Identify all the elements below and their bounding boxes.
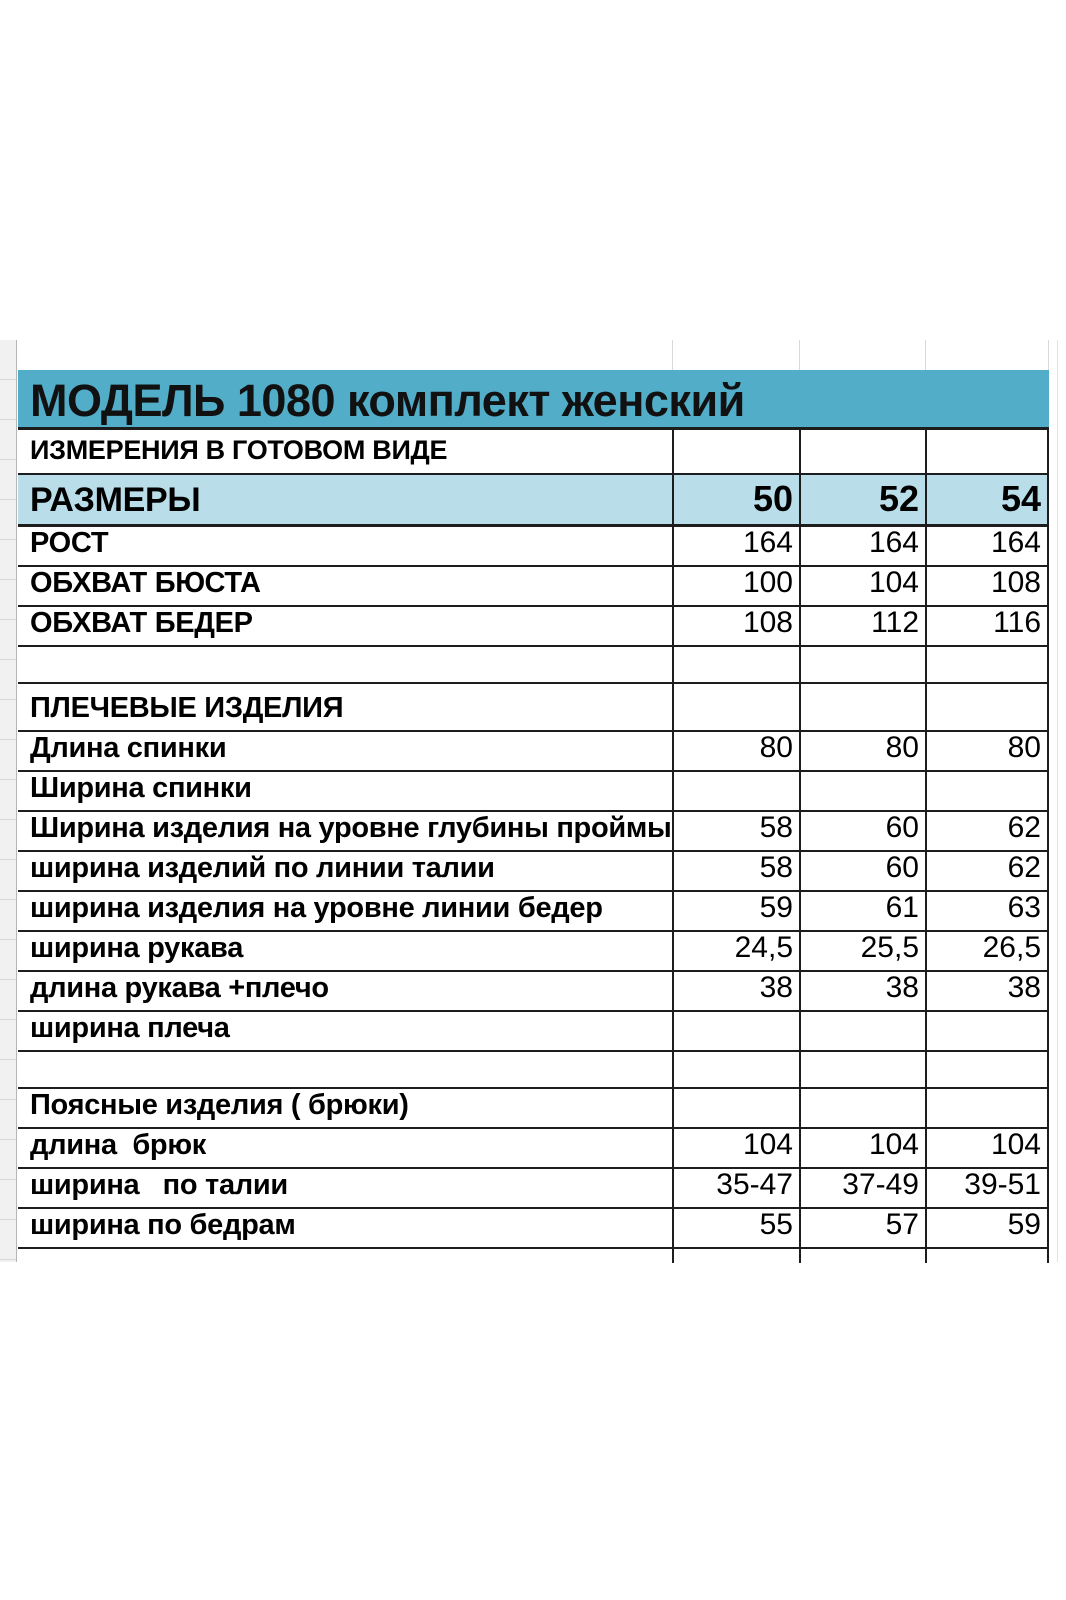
row-value [925,684,1049,730]
row-value [672,647,799,682]
table-row [18,1209,1049,1249]
row-value [799,1012,925,1050]
table-row [18,932,1049,972]
row-value: 164 [672,527,799,565]
row-value: 108 [672,607,799,645]
row-label: ширина рукава [30,932,244,965]
row-value [672,772,799,810]
table-row [18,1012,1049,1052]
empty-cell [799,340,925,370]
row-label [18,647,672,682]
row-label [18,1052,672,1087]
row-header-gutter [0,340,17,1262]
row-value: 62 [925,812,1049,850]
row-value: 38 [925,972,1049,1010]
row-label: РОСТ [30,527,109,560]
empty-grid-row [18,340,1049,370]
row-label: ОБХВАТ БЕДЕР [30,607,253,640]
table-row [18,972,1049,1012]
table-row [18,1169,1049,1209]
empty-cell [925,430,1049,473]
row-value: 38 [799,972,925,1010]
row-value [672,684,799,730]
sizes-label: РАЗМЕРЫ [18,475,672,524]
empty-cell [672,1249,799,1263]
row-value: 38 [672,972,799,1010]
row-value: 61 [799,892,925,930]
empty-cell [799,430,925,473]
empty-cell [925,340,1049,370]
row-value [799,684,925,730]
row-value: 58 [672,852,799,890]
row-value: 116 [925,607,1049,645]
row-value: 58 [672,812,799,850]
table-row [18,1129,1049,1169]
row-value: 80 [672,732,799,770]
empty-cell [925,1249,1049,1263]
table-row [18,567,1049,607]
row-value: 164 [925,527,1049,565]
row-value [672,1089,799,1127]
size-column-header: 54 [925,475,1049,524]
grid-stub-row [18,1249,1049,1263]
sizes-header-row [18,475,1049,527]
empty-cell [18,1249,672,1263]
row-value: 80 [925,732,1049,770]
size-column-header: 50 [672,475,799,524]
table-row [18,732,1049,772]
row-label: Ширина изделия на уровне глубины проймы [30,812,672,845]
row-value: 57 [799,1209,925,1247]
row-value [925,1012,1049,1050]
row-value: 108 [925,567,1049,605]
row-label: Поясные изделия ( брюки) [30,1089,409,1122]
empty-cell [799,1249,925,1263]
table-row [18,527,1049,567]
row-value: 24,5 [672,932,799,970]
row-label: Ширина спинки [30,772,252,805]
row-label: ПЛЕЧЕВЫЕ ИЗДЕЛИЯ [30,692,344,725]
measurement-rows [18,527,1049,1249]
row-value: 100 [672,567,799,605]
table-subtitle: ИЗМЕРЕНИЯ В ГОТОВОМ ВИДЕ [30,434,448,465]
row-value: 59 [672,892,799,930]
row-value [925,772,1049,810]
row-value: 112 [799,607,925,645]
row-value: 25,5 [799,932,925,970]
row-value [799,1089,925,1127]
row-value: 60 [799,852,925,890]
section-row [18,1089,1049,1129]
row-value: 37-49 [799,1169,925,1207]
empty-cell [672,340,799,370]
size-column-header: 52 [799,475,925,524]
row-value: 39-51 [925,1169,1049,1207]
row-value: 62 [925,852,1049,890]
row-value [925,647,1049,682]
row-label: ширина изделий по линии талии [30,852,495,885]
row-value: 104 [799,567,925,605]
row-value: 104 [799,1129,925,1167]
row-label: ОБХВАТ БЮСТА [30,567,261,600]
row-value [925,1052,1049,1087]
row-value [799,772,925,810]
row-label: ширина по талии [30,1169,288,1202]
row-value: 59 [925,1209,1049,1247]
empty-cell [672,430,799,473]
row-value: 104 [672,1129,799,1167]
row-value: 55 [672,1209,799,1247]
row-value: 35-47 [672,1169,799,1207]
table-title: МОДЕЛЬ 1080 комплект женский [30,374,745,426]
table-row [18,607,1049,647]
table-row [18,812,1049,852]
row-label: ширина изделия на уровне линии бедер [30,892,603,925]
row-value: 80 [799,732,925,770]
row-value: 60 [799,812,925,850]
spacer-row [18,1052,1049,1089]
row-label: Длина спинки [30,732,227,765]
row-value: 164 [799,527,925,565]
size-chart-table [18,340,1049,1263]
row-label: ширина плеча [30,1012,230,1045]
row-value [672,1012,799,1050]
row-label: длина брюк [30,1129,207,1162]
row-value [925,1089,1049,1127]
spacer-row [18,647,1049,684]
row-label: ширина по бедрам [30,1209,296,1242]
row-value [672,1052,799,1087]
row-value [799,647,925,682]
row-value: 63 [925,892,1049,930]
table-title-row [18,370,1049,430]
row-value: 104 [925,1129,1049,1167]
table-subtitle-row [18,430,1049,475]
empty-cell [18,340,672,370]
table-row [18,852,1049,892]
column-gridline-right [1057,340,1058,1262]
table-row [18,772,1049,812]
row-value [799,1052,925,1087]
section-row [18,684,1049,732]
row-label: длина рукава +плечо [30,972,329,1005]
row-value: 26,5 [925,932,1049,970]
table-row [18,892,1049,932]
